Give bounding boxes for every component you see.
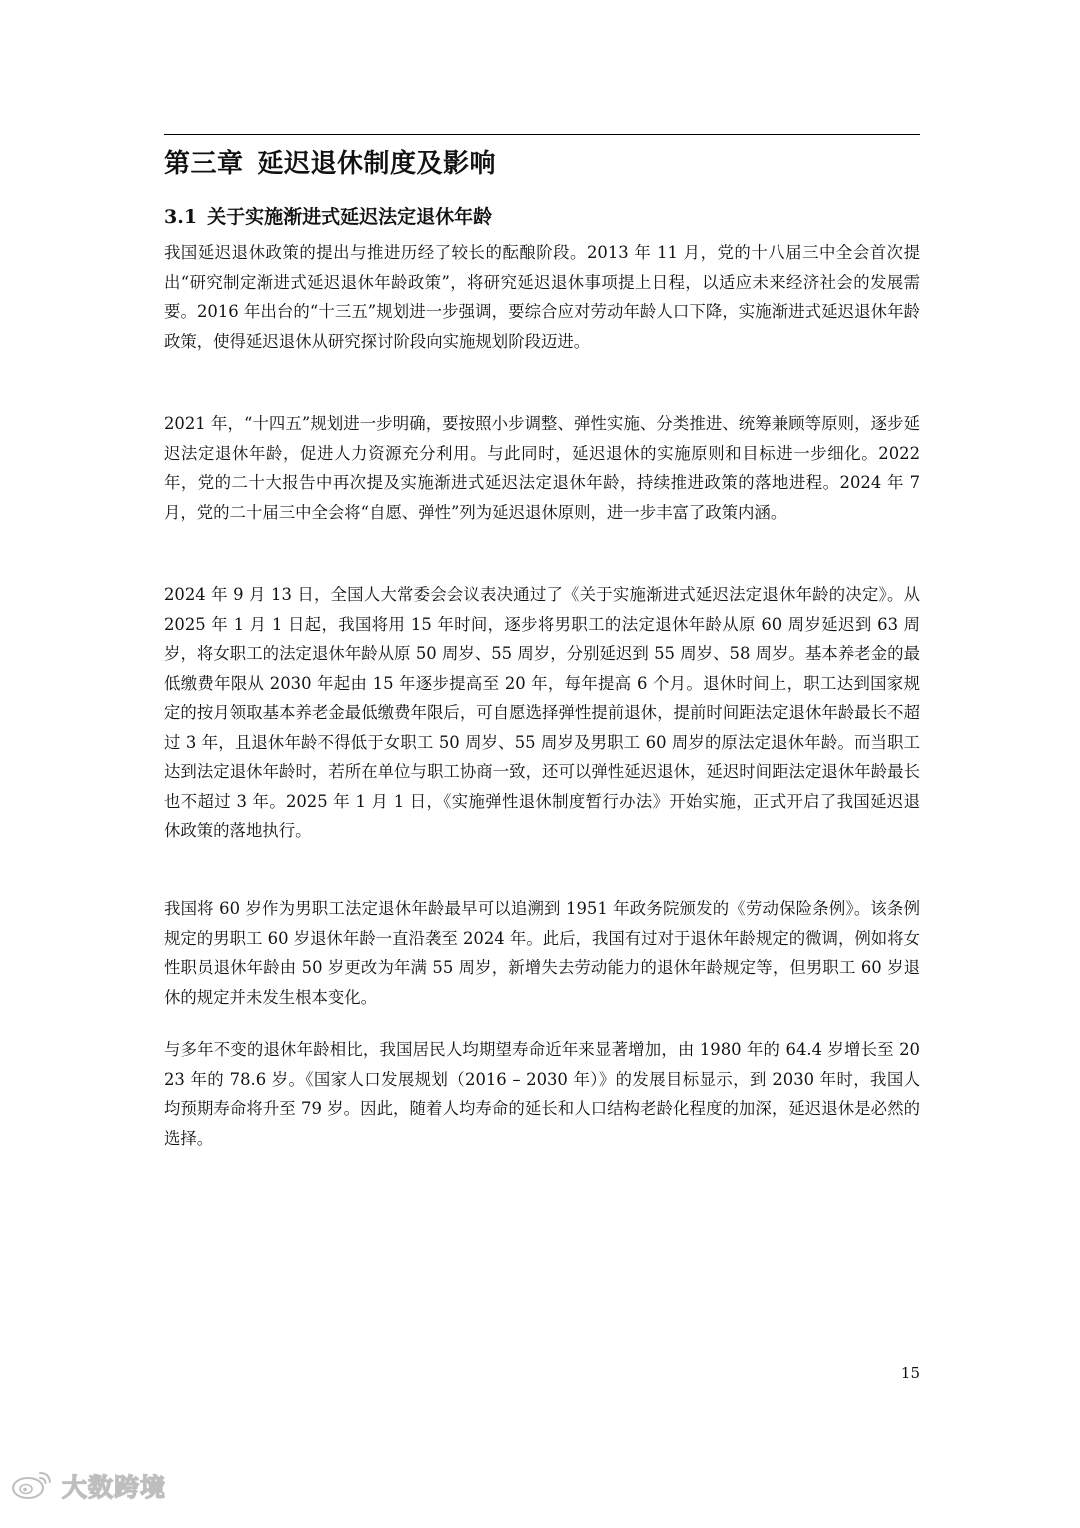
page-number: 15 xyxy=(900,1364,920,1382)
section-title-text: 关于实施渐进式延迟法定退休年龄 xyxy=(207,206,493,228)
watermark-text: 大数跨境 xyxy=(62,1473,167,1502)
watermark xyxy=(10,1466,166,1506)
body-paragraph-2: 2021 年，“十四五”规划进一步明确，要按照小步调整、弹性实施、分类推进、统筹兼顾等原则，逐步延迟法定退休年龄，促进人力资源充分利用。与此同时，延迟退休的实施原则和目标进一步细化。2022 年，党的二十大报告中再次提及实施渐进式延迟法定退休年龄，持续推进政策的落地进程。2024 年 7 月，党的二十届三中全会将“自愿、弹性”列为延迟退休原则，进一步丰富了政策内涵。 xyxy=(164,414,920,522)
weibo-logo-icon xyxy=(10,1467,56,1505)
body-paragraph-4: 我国将 60 岁作为男职工法定退休年龄最早可以追溯到 1951 年政务院颁发的《劳动保险条例》。该条例规定的男职工 60 岁退休年龄一直沿袭至 2024 年。此后，我国有过对于退休年龄规定的微调，例如将女性职员退休年龄由 50 岁更改为年满 55 周岁，新增失去劳动能力的退休年龄规定等，但男职工 60 岁退休的规定并未发生根本变化。 xyxy=(164,899,920,1007)
chapter-title xyxy=(164,146,496,182)
section-title xyxy=(164,203,492,231)
body-paragraph-5: 与多年不变的退休年龄相比，我国居民人均期望寿命近年来显著增加，由 1980 年的 64.4 岁增长至 2023 年的 78.6 岁。《国家人口发展规划（2016 – 2030 年）》的发展目标显示，到 2030 年时，我国人均预期寿命将升至 79 岁。因此，随着人均寿命的延长和人口结构老龄化程度的加深，延迟退休是必然的选择。 xyxy=(164,1040,920,1148)
body-paragraph-1: 我国延迟退休政策的提出与推进历经了较长的酝酿阶段。2013 年 11 月，党的十八届三中全会首次提出“研究制定渐进式延迟退休年龄政策”，将研究延迟退休事项提上日程，以适应未来经济社会的发展需要。2016 年出台的“十三五”规划进一步强调，要综合应对劳动年龄人口下降，实施渐进式延迟退休年龄政策，使得延迟退休从研究探讨阶段向实施规划阶段迈进。 xyxy=(164,243,920,351)
section-number: 3.1 xyxy=(164,206,198,228)
chapter-top-rule xyxy=(164,134,920,135)
chapter-title-text: 延迟退休制度及影响 xyxy=(257,149,497,179)
body-paragraph-3: 2024 年 9 月 13 日，全国人大常委会会议表决通过了《关于实施渐进式延迟法定退休年龄的决定》。从 2025 年 1 月 1 日起，我国将用 15 年时间，逐步将男职工的法定退休年龄从原 60 周岁延迟到 63 周岁，将女职工的法定退休年龄从原 50 周岁、55 周岁，分别延迟到 55 周岁、58 周岁。基本养老金的最低缴费年限从 2030 年起由 15 年逐步提高至 20 年，每年提高 6 个月。退休时间上，职工达到国家规定的按月领取基本养老金最低缴费年限后，可自愿选择弹性提前退休，提前时间距法定退休年龄最长不超过 3 年，且退休年龄不得低于女职工 50 周岁、55 周岁及男职工 60 周岁的原法定退休年龄。而当职工达到法定退休年龄时，若所在单位与职工协商一致，还可以弹性延迟退休，延迟时间距法定退休年龄最长也不超过 3 年。2025 年 1 月 1 日，《实施弹性退休制度暂行办法》开始实施，正式开启了我国延迟退休政策的落地执行。 xyxy=(164,585,920,840)
chapter-number: 第三章 xyxy=(164,149,244,179)
